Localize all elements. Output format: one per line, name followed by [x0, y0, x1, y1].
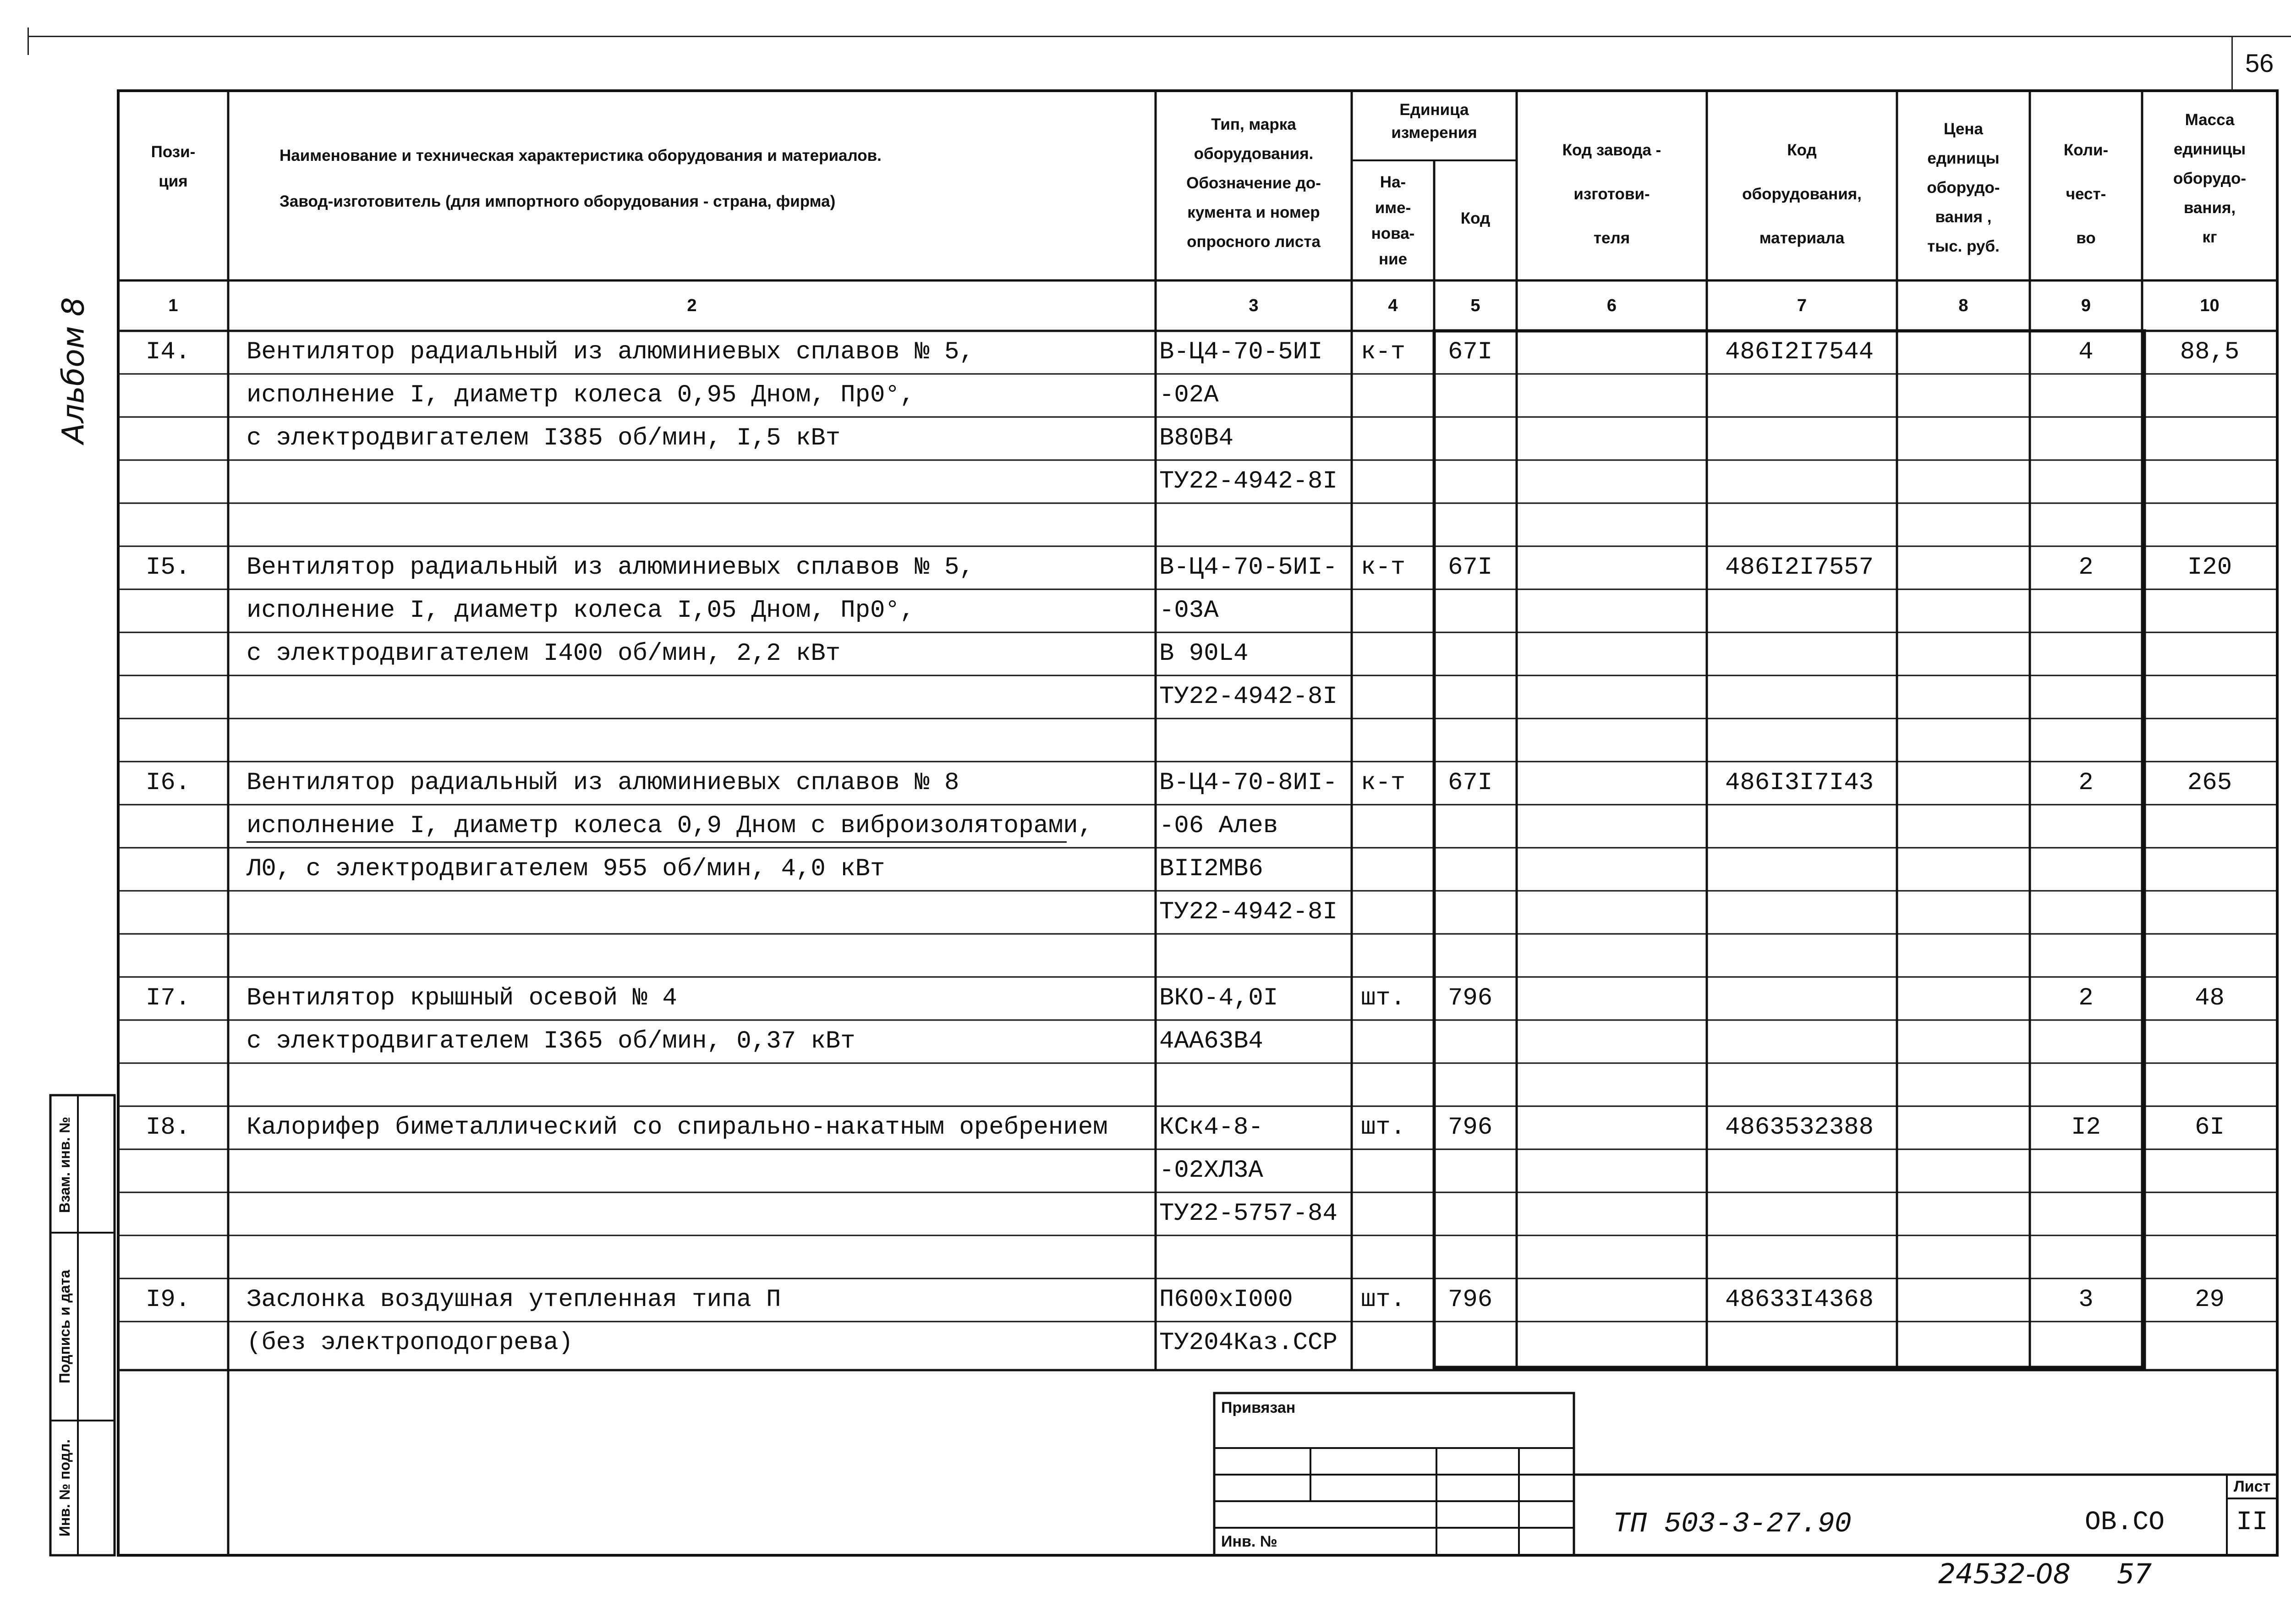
- side-note-album: Альбом 8: [55, 297, 91, 444]
- cell-pos: I4.: [146, 338, 191, 366]
- cell-name: Вентилятор радиальный из алюминиевых сплавов № 5,: [247, 554, 974, 582]
- cell-type: -02А: [1159, 381, 1219, 409]
- cell-type: -06 Алев: [1159, 812, 1278, 840]
- side-label-inv-podl: Инв. № подл.: [56, 1439, 73, 1537]
- cell-qty: 2: [2078, 554, 2094, 582]
- cell-type: В 90L4: [1159, 640, 1249, 668]
- cell-pos: [146, 934, 228, 977]
- header-equipment-code: Код оборудования, материала: [1742, 141, 1862, 247]
- cell-qty: [2030, 1063, 2142, 1106]
- cell-pos: [146, 1235, 228, 1278]
- cell-code: [1448, 719, 1517, 762]
- cell-price: [1897, 934, 2030, 977]
- cell-price: [1897, 1278, 2030, 1322]
- cell-type: ТУ22-5757-84: [1159, 1200, 1337, 1228]
- cell-name: с электродвигателем I385 об/мин, I,5 кВт: [247, 424, 841, 452]
- cell-qty: 2: [2078, 984, 2094, 1012]
- cell-code: 67I: [1448, 338, 1493, 366]
- cell-name: исполнение I, диаметр колеса I,05 Дном, Пр0°,: [247, 597, 915, 625]
- cell-price: [1897, 1063, 2030, 1106]
- cell-price: [1897, 1322, 2030, 1365]
- cell-qty: [2030, 1322, 2142, 1365]
- cell-price: [1897, 546, 2030, 589]
- cell-type: -02ХЛ3А: [1159, 1157, 1263, 1185]
- cell-equip: [1725, 460, 1897, 503]
- cell-code: [1448, 1235, 1517, 1278]
- cell-price: [1897, 632, 2030, 675]
- cell-mass: [2142, 417, 2277, 460]
- cell-price: [1897, 719, 2030, 762]
- cell-factory: [1517, 1106, 1707, 1149]
- cell-pos: [146, 1322, 228, 1365]
- stamp-privyazan: Привязан: [1221, 1399, 1296, 1416]
- cell-qty: [2030, 1235, 2142, 1278]
- cell-equip: [1725, 589, 1897, 632]
- cell-equip: [1725, 1235, 1897, 1278]
- cell-factory: [1517, 719, 1707, 762]
- cell-qty: [2030, 848, 2142, 891]
- cell-name: [247, 503, 1156, 546]
- stamp-sheet-code: ОВ.СО: [2085, 1508, 2165, 1537]
- cell-equip: [1725, 1149, 1897, 1192]
- cell-name: с электродвигателем I400 об/мин, 2,2 кВт: [247, 640, 841, 668]
- cell-mass: [2142, 1020, 2277, 1063]
- cell-qty: 3: [2078, 1286, 2094, 1314]
- cell-unit: [1361, 632, 1434, 675]
- cell-name: [247, 891, 1156, 934]
- cell-price: [1897, 1106, 2030, 1149]
- cell-code: [1448, 417, 1517, 460]
- cell-equip: [1725, 719, 1897, 762]
- cell-price: [1897, 1149, 2030, 1192]
- underline-mark: [247, 841, 1067, 843]
- cell-pos: [146, 1192, 228, 1235]
- side-label-vzam: Взам. инв. №: [56, 1117, 73, 1213]
- cell-qty: [2030, 374, 2142, 417]
- cell-equip: [1725, 1020, 1897, 1063]
- cell-qty: [2030, 503, 2142, 546]
- cell-mass: [2142, 1149, 2277, 1192]
- cell-mass: 265: [2187, 769, 2232, 797]
- cell-name: [247, 934, 1156, 977]
- footer-archive-number: 24532-08: [1938, 1558, 2071, 1590]
- cell-qty: [2030, 460, 2142, 503]
- cell-code: 796: [1448, 984, 1493, 1012]
- colnum-4: 4: [1388, 296, 1398, 315]
- cell-name: Л0, с электродвигателем 955 об/мин, 4,0 кВт: [247, 855, 885, 883]
- cell-price: [1897, 503, 2030, 546]
- cell-name: [247, 1235, 1156, 1278]
- cell-factory: [1517, 675, 1707, 719]
- stamp-sheet-label: Лист: [2233, 1478, 2271, 1495]
- cell-code: 796: [1448, 1286, 1493, 1314]
- cell-code: [1448, 503, 1517, 546]
- cell-price: [1897, 331, 2030, 374]
- cell-equip: [1725, 891, 1897, 934]
- header-price: Цена единицы оборудо- вания , тыс. руб.: [1927, 120, 2000, 255]
- cell-code: [1448, 1020, 1517, 1063]
- cell-mass: [2142, 374, 2277, 417]
- cell-code: 67I: [1448, 769, 1493, 797]
- cell-mass: [2142, 589, 2277, 632]
- cell-pos: I7.: [146, 984, 191, 1012]
- cell-factory: [1517, 1235, 1707, 1278]
- cell-pos: I6.: [146, 769, 191, 797]
- cell-unit: [1361, 805, 1434, 848]
- cell-unit: шт.: [1361, 1114, 1406, 1141]
- cell-price: [1897, 589, 2030, 632]
- cell-equip: [1725, 848, 1897, 891]
- cell-name: Вентилятор радиальный из алюминиевых сплавов № 5,: [247, 338, 974, 366]
- cell-equip: [1725, 374, 1897, 417]
- colnum-5: 5: [1470, 296, 1480, 315]
- colnum-9: 9: [2081, 296, 2091, 315]
- cell-pos: I8.: [146, 1114, 191, 1141]
- cell-equip: [1725, 503, 1897, 546]
- cell-mass: [2142, 805, 2277, 848]
- cell-unit: шт.: [1361, 984, 1406, 1012]
- cell-qty: [2030, 589, 2142, 632]
- cell-price: [1897, 675, 2030, 719]
- colnum-7: 7: [1797, 296, 1807, 315]
- colnum-8: 8: [1958, 296, 1968, 315]
- cell-code: [1448, 805, 1517, 848]
- cell-pos: I5.: [146, 554, 191, 582]
- cell-factory: [1517, 1322, 1707, 1365]
- cell-factory: [1517, 1149, 1707, 1192]
- cell-mass: 29: [2195, 1286, 2225, 1314]
- cell-equip: [1725, 675, 1897, 719]
- header-mass: Масса единицы оборудо- вания, кг: [2173, 111, 2247, 246]
- cell-qty: [2030, 891, 2142, 934]
- cell-type: [1159, 1235, 1352, 1278]
- cell-type: В-Ц4-70-5ИI: [1159, 338, 1323, 366]
- cell-name: Вентилятор крышный осевой № 4: [247, 984, 677, 1012]
- cell-type: [1159, 1063, 1352, 1106]
- cell-unit: [1361, 460, 1434, 503]
- cell-mass: [2142, 503, 2277, 546]
- cell-equip: 4863532388: [1725, 1114, 1874, 1141]
- cell-code: [1448, 848, 1517, 891]
- cell-unit: [1361, 503, 1434, 546]
- cell-mass: [2142, 934, 2277, 977]
- stamp-sheet-value: II: [2236, 1508, 2268, 1537]
- cell-pos: [146, 805, 228, 848]
- cell-unit: шт.: [1361, 1286, 1406, 1314]
- cell-equip: [1725, 1192, 1897, 1235]
- cell-unit: [1361, 589, 1434, 632]
- cell-code: [1448, 1149, 1517, 1192]
- cell-unit: [1361, 675, 1434, 719]
- cell-unit: [1361, 848, 1434, 891]
- cell-code: 796: [1448, 1114, 1493, 1141]
- header-type: Тип, марка оборудования. Обозначение до- кумента и номер опросного листа: [1186, 115, 1321, 251]
- cell-price: [1897, 848, 2030, 891]
- cell-type: КСк4-8-: [1159, 1114, 1263, 1141]
- cell-name: [247, 1063, 1156, 1106]
- cell-pos: [146, 1020, 228, 1063]
- cell-mass: I20: [2187, 554, 2232, 582]
- cell-price: [1897, 460, 2030, 503]
- cell-qty: [2030, 719, 2142, 762]
- header-factory-code: Код завода - изготови- теля: [1562, 141, 1661, 247]
- cell-name: [247, 719, 1156, 762]
- cell-equip: [1725, 805, 1897, 848]
- cell-mass: [2142, 632, 2277, 675]
- cell-mass: [2142, 675, 2277, 719]
- cell-unit: [1361, 1192, 1434, 1235]
- cell-factory: [1517, 1278, 1707, 1322]
- cell-price: [1897, 417, 2030, 460]
- cell-equip: [1725, 1322, 1897, 1365]
- cell-factory: [1517, 1020, 1707, 1063]
- cell-pos: [146, 632, 228, 675]
- cell-code: [1448, 675, 1517, 719]
- cell-unit: [1361, 1020, 1434, 1063]
- colnum-2: 2: [687, 296, 697, 315]
- cell-pos: [146, 503, 228, 546]
- cell-type: -03А: [1159, 597, 1219, 625]
- cell-price: [1897, 374, 2030, 417]
- cell-qty: [2030, 934, 2142, 977]
- cell-code: [1448, 891, 1517, 934]
- cell-factory: [1517, 891, 1707, 934]
- cell-name: [247, 1192, 1156, 1235]
- cell-unit: [1361, 1149, 1434, 1192]
- header-name: Наименование и техническая характеристика оборудования и материалов. Завод-изготовитель (для импортного оборудования - страна, фирма): [280, 147, 882, 210]
- cell-qty: [2030, 1020, 2142, 1063]
- cell-name: Вентилятор радиальный из алюминиевых сплавов № 8: [247, 769, 959, 797]
- header-pos: Пози- ция: [151, 143, 196, 190]
- colnum-6: 6: [1606, 296, 1617, 315]
- header-unit-name: На- име- нова- ние: [1371, 173, 1415, 268]
- cell-unit: [1361, 1322, 1434, 1365]
- cell-equip: 486I2I7557: [1725, 554, 1874, 582]
- cell-mass: [2142, 848, 2277, 891]
- cell-type: ТУ22-4942-8I: [1159, 898, 1337, 926]
- cell-type: В-Ц4-70-5ИI-: [1159, 554, 1337, 582]
- colnum-10: 10: [2200, 296, 2220, 315]
- cell-qty: [2030, 1149, 2142, 1192]
- cell-pos: [146, 417, 228, 460]
- cell-code: [1448, 1192, 1517, 1235]
- cell-name: Калорифер биметаллический со спирально-накатным оребрением: [247, 1114, 1108, 1141]
- cell-price: [1897, 762, 2030, 805]
- cell-type: ВКО-4,0I: [1159, 984, 1278, 1012]
- cell-unit: [1361, 934, 1434, 977]
- cell-type: П600хI000: [1159, 1286, 1293, 1314]
- cell-type: ТУ204Каз.ССР: [1159, 1329, 1337, 1357]
- header-unit-code: Код: [1460, 209, 1491, 227]
- cell-factory: [1517, 331, 1707, 374]
- cell-code: [1448, 589, 1517, 632]
- cell-factory: [1517, 805, 1707, 848]
- cell-price: [1897, 1020, 2030, 1063]
- cell-qty: [2030, 632, 2142, 675]
- cell-unit: [1361, 417, 1434, 460]
- cell-mass: [2142, 719, 2277, 762]
- cell-type: ТУ22-4942-8I: [1159, 683, 1337, 711]
- cell-code: [1448, 460, 1517, 503]
- cell-code: [1448, 374, 1517, 417]
- cell-factory: [1517, 762, 1707, 805]
- cell-factory: [1517, 460, 1707, 503]
- cell-equip: [1725, 977, 1897, 1020]
- cell-type: В80В4: [1159, 424, 1234, 452]
- cell-code: [1448, 1322, 1517, 1365]
- cell-price: [1897, 1235, 2030, 1278]
- cell-pos: [146, 848, 228, 891]
- cell-type: [1159, 934, 1352, 977]
- cell-mass: [2142, 1235, 2277, 1278]
- cell-code: [1448, 934, 1517, 977]
- cell-mass: [2142, 891, 2277, 934]
- cell-name: исполнение I, диаметр колеса 0,9 Дном с виброизоляторами,: [247, 812, 1093, 840]
- cell-equip: [1725, 1063, 1897, 1106]
- cell-factory: [1517, 632, 1707, 675]
- cell-name: исполнение I, диаметр колеса 0,95 Дном, Пр0°,: [247, 381, 915, 409]
- cell-pos: [146, 1063, 228, 1106]
- cell-pos: I9.: [146, 1286, 191, 1314]
- cell-code: 67I: [1448, 554, 1493, 582]
- cell-code: [1448, 1063, 1517, 1106]
- cell-unit: [1361, 1063, 1434, 1106]
- cell-mass: [2142, 1192, 2277, 1235]
- cell-type: В-Ц4-70-8ИI-: [1159, 769, 1337, 797]
- cell-price: [1897, 805, 2030, 848]
- header-quantity: Коли- чест- во: [2063, 141, 2109, 247]
- cell-factory: [1517, 848, 1707, 891]
- cell-name: [247, 460, 1156, 503]
- cell-factory: [1517, 934, 1707, 977]
- cell-qty: 4: [2078, 338, 2094, 366]
- cell-factory: [1517, 546, 1707, 589]
- cell-factory: [1517, 503, 1707, 546]
- cell-code: [1448, 632, 1517, 675]
- cell-factory: [1517, 1063, 1707, 1106]
- cell-unit: [1361, 374, 1434, 417]
- cell-unit: [1361, 719, 1434, 762]
- cell-type: 4АА63В4: [1159, 1027, 1263, 1055]
- cell-unit: [1361, 1235, 1434, 1278]
- colnum-1: 1: [168, 296, 178, 315]
- cell-mass: [2142, 460, 2277, 503]
- cell-factory: [1517, 1192, 1707, 1235]
- cell-unit: к-т: [1361, 769, 1406, 797]
- cell-pos: [146, 374, 228, 417]
- cell-factory: [1517, 589, 1707, 632]
- cell-mass: [2142, 1063, 2277, 1106]
- cell-unit: к-т: [1361, 554, 1406, 582]
- cell-unit: [1361, 891, 1434, 934]
- cell-name: с электродвигателем I365 об/мин, 0,37 кВт: [247, 1027, 855, 1055]
- cell-type: ТУ22-4942-8I: [1159, 467, 1337, 495]
- cell-equip: 48633I4368: [1725, 1286, 1874, 1314]
- header-unit: Единица измерения: [1391, 101, 1477, 142]
- page-number: 56: [2245, 49, 2274, 77]
- cell-mass: 6I: [2195, 1114, 2225, 1141]
- cell-price: [1897, 1192, 2030, 1235]
- cell-type: [1159, 503, 1352, 546]
- cell-qty: I2: [2071, 1114, 2101, 1141]
- cell-equip: [1725, 632, 1897, 675]
- cell-price: [1897, 977, 2030, 1020]
- cell-pos: [146, 719, 228, 762]
- cell-pos: [146, 891, 228, 934]
- cell-mass: [2142, 1322, 2277, 1365]
- cell-pos: [146, 1149, 228, 1192]
- cell-qty: [2030, 1192, 2142, 1235]
- cell-factory: [1517, 977, 1707, 1020]
- footer-page-ref: 57: [2117, 1558, 2152, 1590]
- cell-factory: [1517, 374, 1707, 417]
- cell-pos: [146, 589, 228, 632]
- cell-factory: [1517, 417, 1707, 460]
- cell-qty: 2: [2078, 769, 2094, 797]
- cell-equip: [1725, 417, 1897, 460]
- stamp-inv-no: Инв. №: [1221, 1533, 1277, 1550]
- cell-qty: [2030, 675, 2142, 719]
- colnum-3: 3: [1249, 296, 1259, 315]
- cell-pos: [146, 675, 228, 719]
- cell-equip: [1725, 934, 1897, 977]
- cell-qty: [2030, 805, 2142, 848]
- cell-pos: [146, 460, 228, 503]
- cell-type: ВII2МВ6: [1159, 855, 1263, 883]
- stamp-doc-code: ТП 503-3-27.90: [1613, 1508, 1852, 1540]
- cell-name: [247, 1149, 1156, 1192]
- cell-qty: [2030, 417, 2142, 460]
- cell-name: [247, 675, 1156, 719]
- cell-mass: 48: [2195, 984, 2225, 1012]
- cell-equip: 486I2I7544: [1725, 338, 1874, 366]
- cell-type: [1159, 719, 1352, 762]
- side-label-podpis: Подпись и дата: [56, 1270, 73, 1383]
- cell-unit: к-т: [1361, 338, 1406, 366]
- cell-name: Заслонка воздушная утепленная типа П: [247, 1286, 781, 1314]
- cell-name: (без электроподогрева): [247, 1329, 573, 1357]
- cell-price: [1897, 891, 2030, 934]
- cell-equip: 486I3I7I43: [1725, 769, 1874, 797]
- cell-mass: 88,5: [2180, 338, 2240, 366]
